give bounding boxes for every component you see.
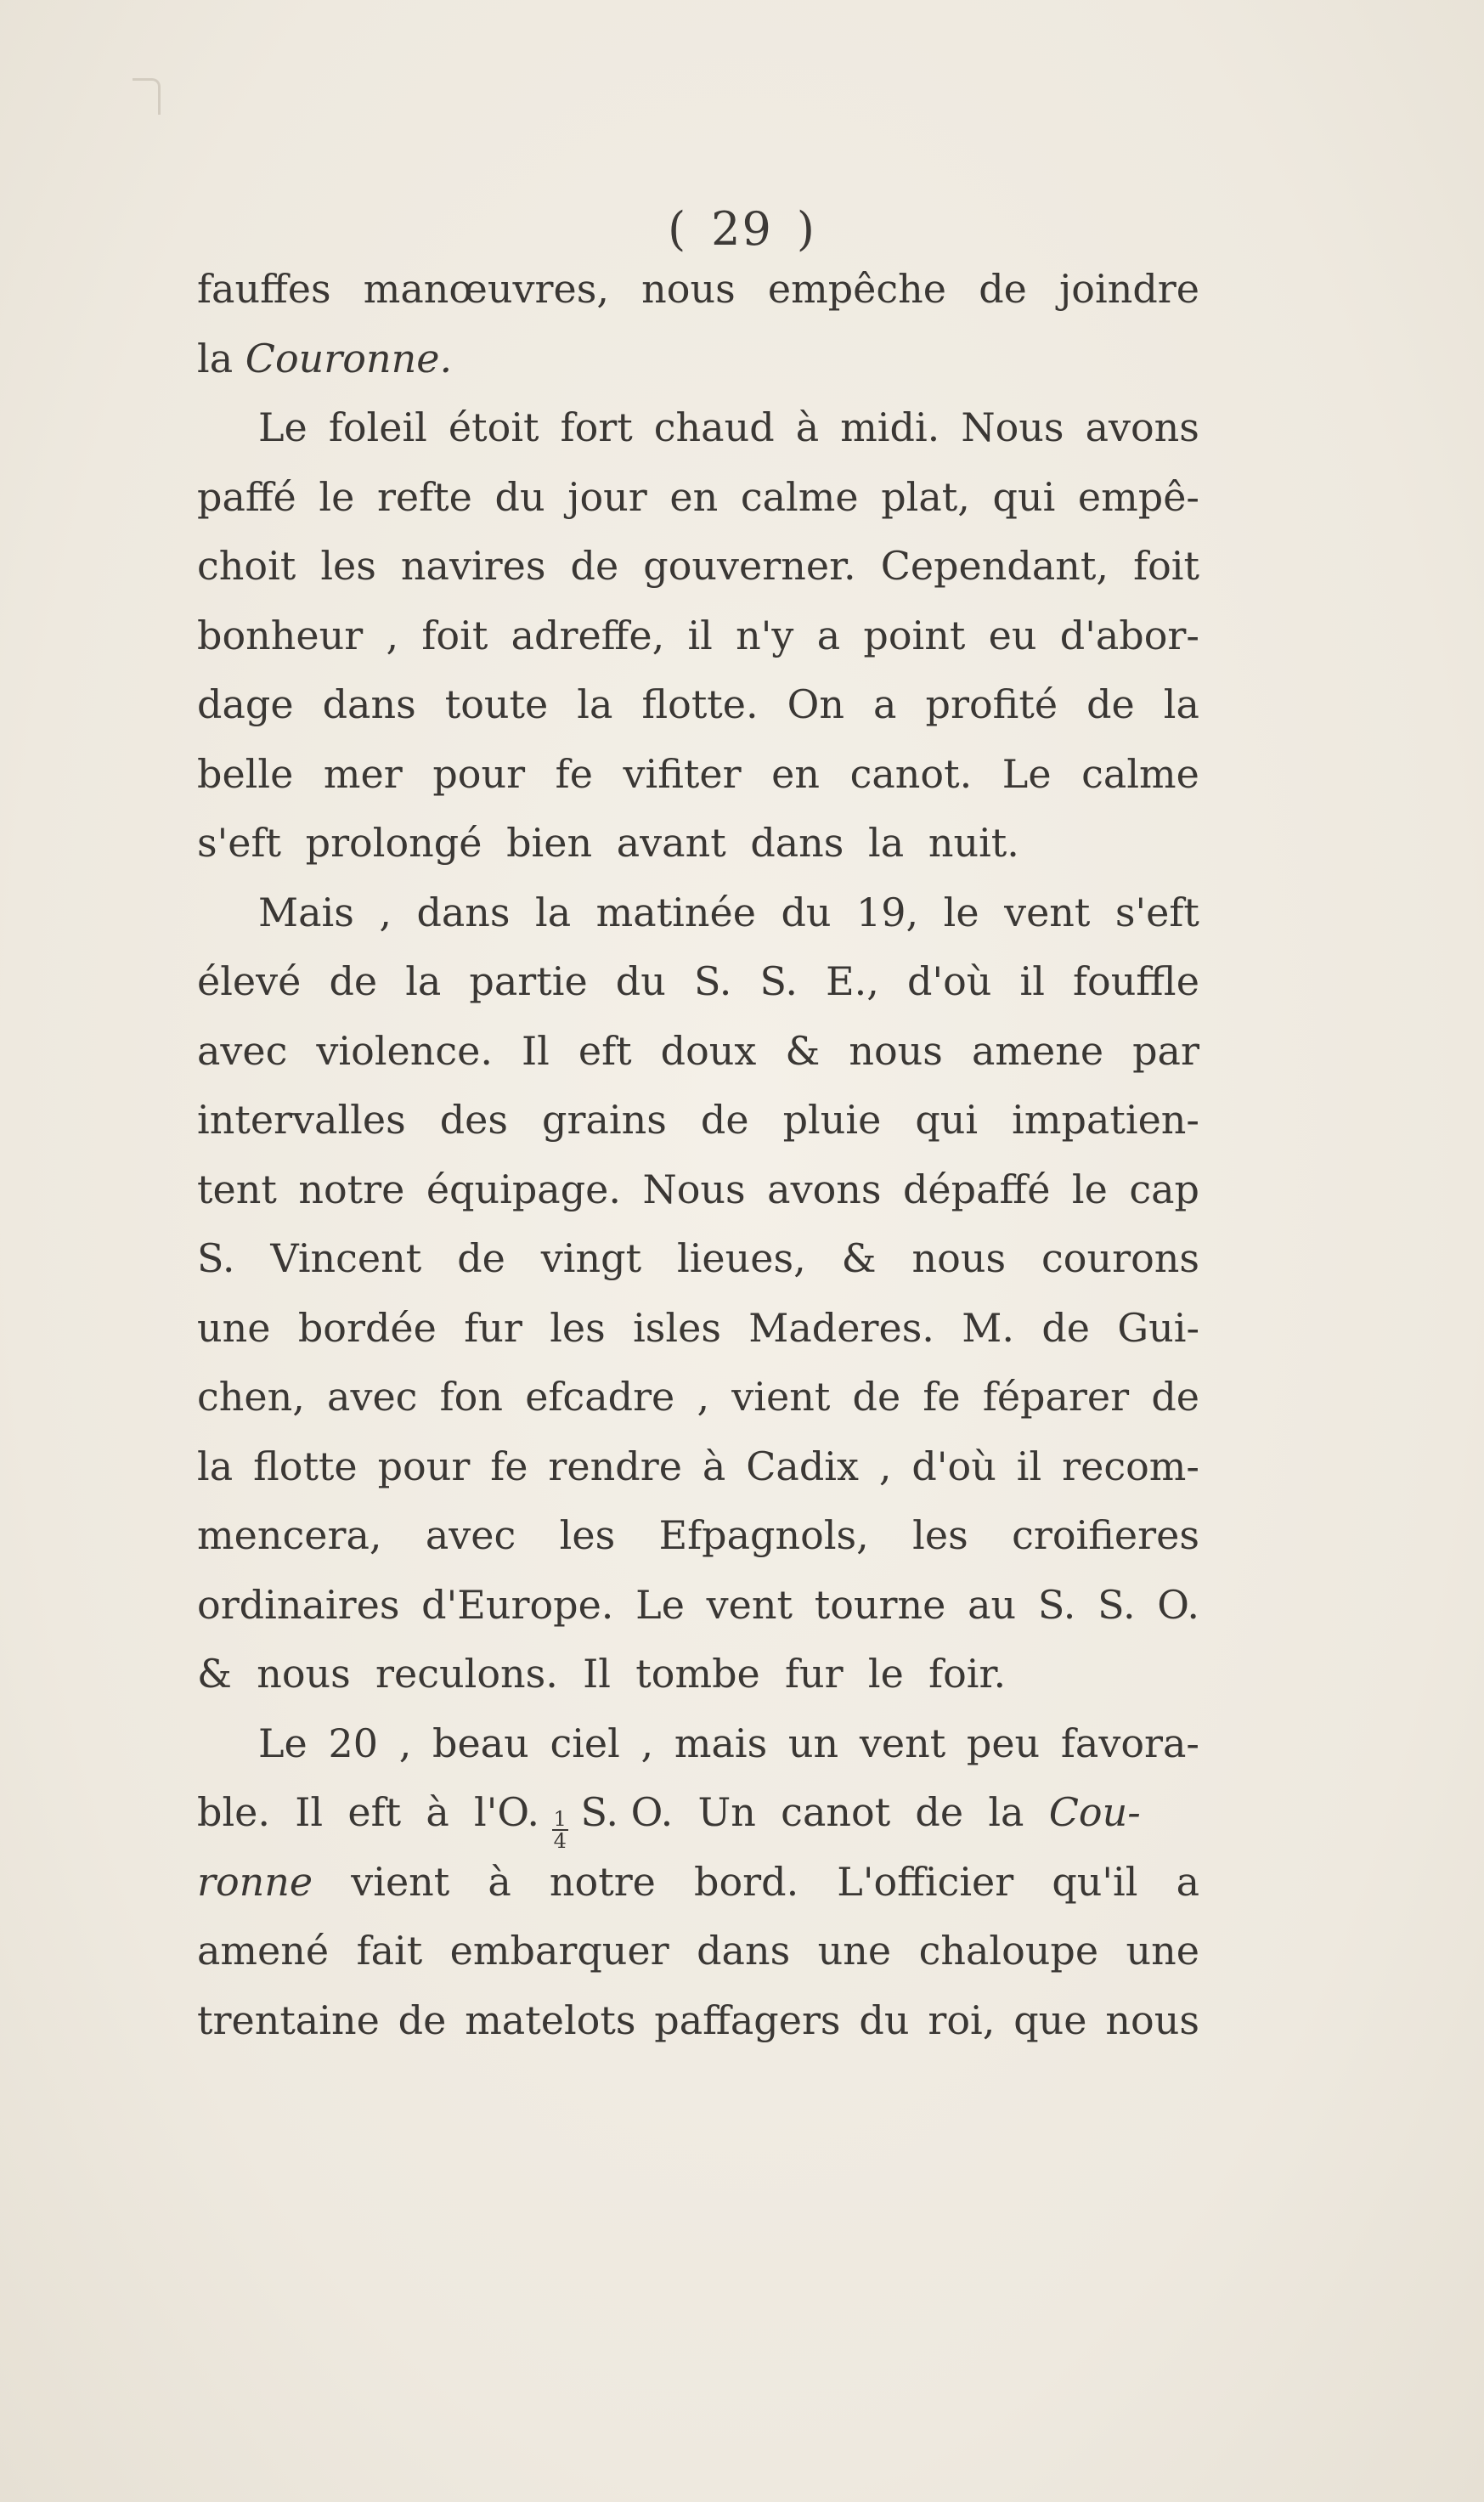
text-line-7: dage dans toute la flotte. On a profité de la — [197, 681, 1199, 727]
open-paren: ( — [668, 202, 688, 256]
text-line-4: paffé le refte du jour en calme plat, qui empê- — [197, 473, 1199, 520]
close-paren: ) — [796, 202, 816, 256]
text-line-17: chen, avec fon efcadre , vient de fe féparer de — [197, 1374, 1199, 1420]
text-line-11: élevé de la partie du S. S. E., d'où il fouffle — [197, 958, 1199, 1004]
fraction-quarter: $\frac{1}{4}$ — [553, 1807, 567, 1853]
text-line-26: trentaine de matelots paffagers du roi, que nous — [197, 1997, 1199, 2043]
text-line-23: ble. Il eft à l'O. $\frac{1}{4}$ S. O. Un canot de la Cou- — [197, 1789, 1141, 1853]
text-line-15: S. Vincent de vingt lieues, & nous courons — [197, 1235, 1199, 1281]
ship-name-couronne: Couronne. — [245, 335, 453, 381]
text-line-19: mencera, avec les Efpagnols, les croifieres — [197, 1512, 1199, 1558]
text-line-18: la flotte pour fe rendre à Cadix , d'où il recom- — [197, 1443, 1199, 1489]
text-line-24: ronne vient à notre bord. L'officier qu'il a — [197, 1858, 1199, 1905]
page-corner-mark — [133, 78, 161, 115]
page-number: 29 — [711, 202, 773, 256]
text-line-20: ordinaires d'Europe. Le vent tourne au S. S. O. — [197, 1581, 1199, 1628]
text-line-3: Le foleil étoit fort chaud à midi. Nous avons — [258, 404, 1199, 450]
text-line-22: Le 20 , beau ciel , mais un vent peu favora- — [258, 1720, 1199, 1766]
text-line-6: bonheur , foit adreffe, il n'y a point eu d'abor- — [197, 612, 1199, 658]
text-line-12: avec violence. Il eft doux & nous amene par — [197, 1027, 1199, 1074]
text-line-14: tent notre équipage. Nous avons dépaffé le cap — [197, 1166, 1199, 1212]
text-line-21: & nous reculons. Il tombe fur le foir. — [197, 1651, 1007, 1697]
text-line-5: choit les navires de gouverner. Cependant, foit — [197, 543, 1199, 589]
body-text — [197, 255, 1199, 2055]
page-header — [0, 202, 1484, 256]
text-line-8: belle mer pour fe vifiter en canot. Le calme — [197, 750, 1199, 797]
text-line-2: la Couronne. — [197, 325, 1199, 394]
text-line-25: amené fait embarquer dans une chaloupe une — [197, 1928, 1199, 1974]
text-line-13: intervalles des grains de pluie qui impatien- — [197, 1097, 1199, 1143]
text-line-9: s'eft prolongé bien avant dans la nuit. — [197, 820, 1019, 866]
text-line-16: une bordée fur les isles Maderes. M. de Gui- — [197, 1304, 1199, 1351]
text-line-1: fauffes manœuvres, nous empêche de joindre — [197, 266, 1199, 312]
text-line-10: Mais , dans la matinée du 19, le vent s'eft — [258, 889, 1199, 935]
